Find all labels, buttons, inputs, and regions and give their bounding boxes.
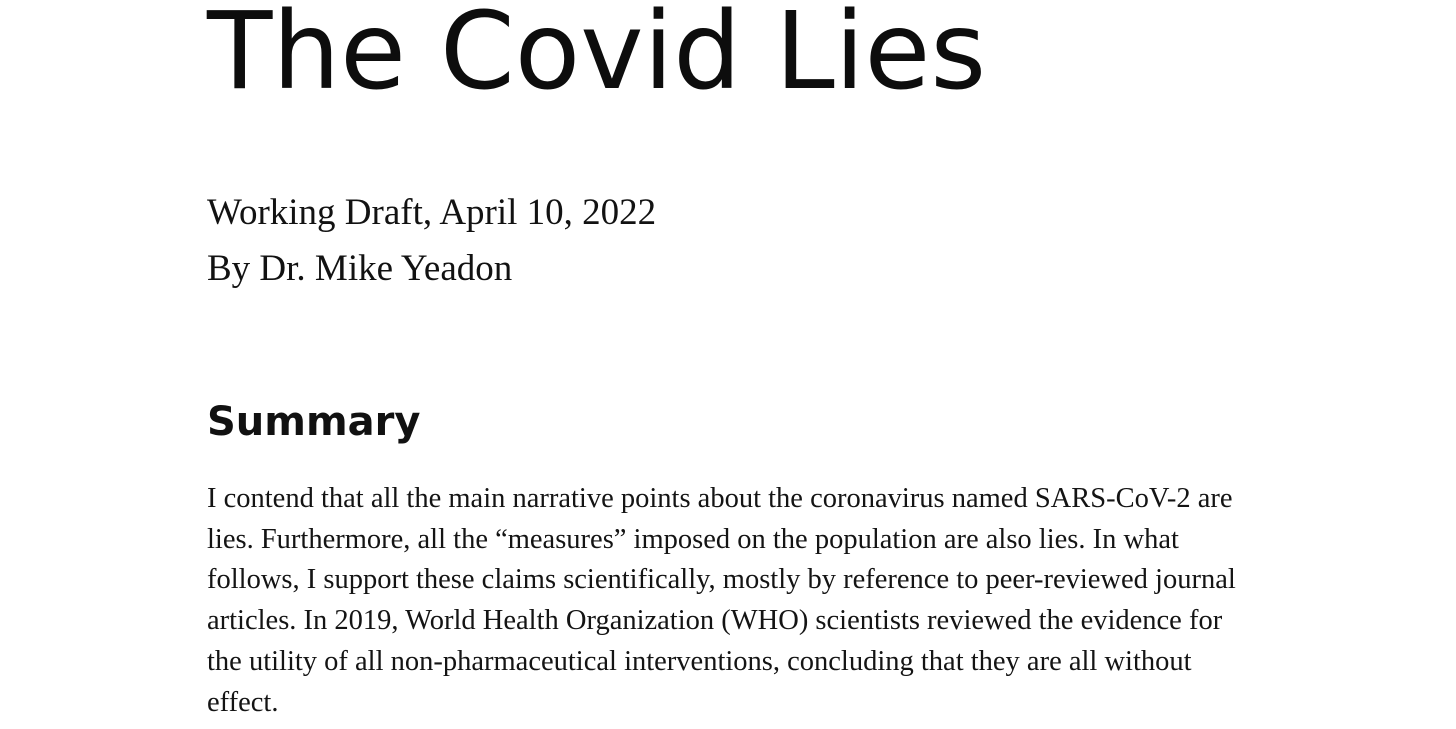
draft-date-line: Working Draft, April 10, 2022: [207, 192, 657, 233]
document-meta: [207, 185, 656, 297]
summary-paragraph: I contend that all the main narrative points about the coronavirus named SARS-CoV-2 are lies. Furthermore, all the “measures” imposed on the population are also lies. In what follows, I support these claims scientifically, mostly by reference to peer-reviewed journal articles. In 2019, World Health Organization (WHO) scientists reviewed the evidence for the utility of all non-pharmaceutical interventions, concluding that they are all without effect.: [207, 483, 1236, 718]
summary-heading: Summary: [207, 399, 421, 445]
document-title: The Covid Lies: [207, 0, 987, 114]
author-line: By Dr. Mike Yeadon: [207, 248, 513, 289]
